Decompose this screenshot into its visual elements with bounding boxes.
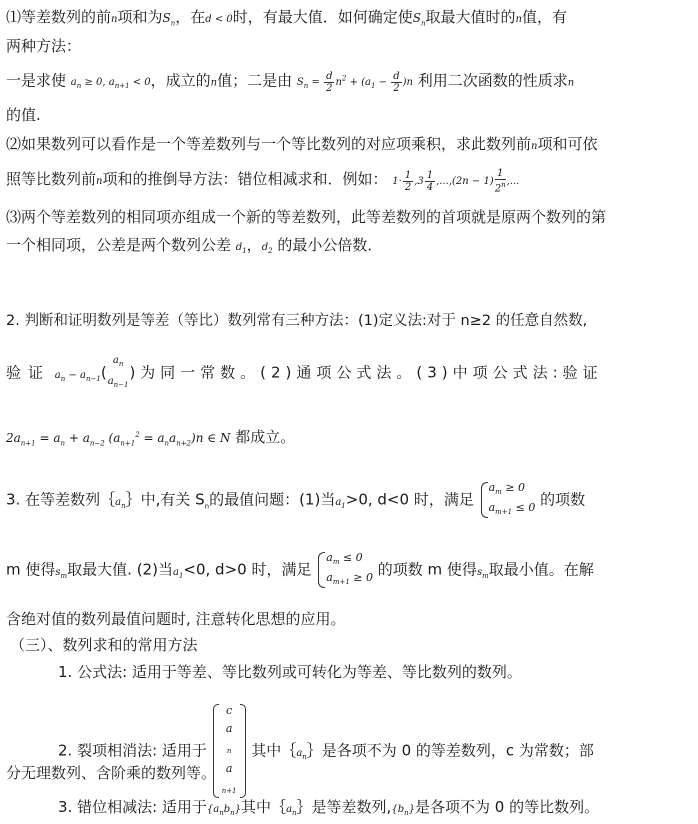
text: 其中｛ xyxy=(251,741,297,760)
text: m 使得 xyxy=(6,560,56,579)
p2-line2 xyxy=(6,352,603,394)
math-bn: $\{b_n\}$ xyxy=(391,804,415,817)
p2-line1 xyxy=(6,310,587,332)
text: 含绝对值的数列最值问题时, 注意转化思想的应用。 xyxy=(6,610,346,628)
method-1 xyxy=(58,661,522,683)
text: ⑵如果数列可以看作是一个等差数列与一个等比数列的对应项乘积，求此数列前 xyxy=(6,135,532,153)
text: 其中｛ xyxy=(241,798,287,816)
math-anbn: $\{a_nb_n\}$ xyxy=(206,804,242,817)
text: 时，有最大值．如何确定使 xyxy=(232,8,413,26)
text: ， xyxy=(246,236,262,254)
math-sn: $S_n$ xyxy=(162,11,176,28)
math-sm: $s_m$ xyxy=(476,566,489,580)
text: ⑶两个等差数列的相同项亦组成一个新的等差数列，此等差数列的首项就是原两个数列的第 xyxy=(6,208,607,226)
math-cond: d < 0 xyxy=(205,14,233,25)
math-example-series: 1· $\frac{1}{2}$ ,3 $\frac{1}{4}$ ,...,(2n − 1) $\frac{1}{2^n}$ ,... xyxy=(392,168,520,195)
text: 1. 公式法: 适用于等差、等比数列或可转化为等差、等比数列的数列。 xyxy=(58,663,522,681)
math-a1: $a_1$ xyxy=(172,566,184,580)
math-d2: $d_2$ xyxy=(261,242,273,255)
math-d1: $d_1$ xyxy=(235,242,247,255)
text: 3. 在等差数列｛ xyxy=(6,490,116,509)
text: 项和可依 xyxy=(537,135,598,153)
math-a1: $a_1$ xyxy=(335,496,346,510)
method-2 xyxy=(58,702,594,800)
section-title xyxy=(10,634,198,656)
text: 3. 错位相减法: 适用于 xyxy=(58,798,207,816)
text: 项和为 xyxy=(117,8,163,26)
math-an: $a_n$ xyxy=(286,804,297,817)
text: （三）、数列求和的常用方法 xyxy=(10,636,198,654)
text: 都成立。 xyxy=(235,428,296,446)
text: 一是求使 xyxy=(6,71,67,90)
p3-line3 xyxy=(6,608,346,630)
text: 验证 xyxy=(6,363,51,382)
text: 两种方法： xyxy=(6,37,82,55)
condition-system-min: $a_m \le 0$ $a_{m+1} \ge 0$ xyxy=(316,550,373,590)
p1-line5 xyxy=(6,133,597,158)
text: 是各项不为 0 的等比数列。 xyxy=(414,798,600,816)
text: 项和的推倒导方法：错位相减求和．例如： xyxy=(102,170,388,188)
text: 分无理数列、含阶乘的数列等。 xyxy=(6,764,217,782)
text: 取最大值. (2)当 xyxy=(67,560,173,579)
text: ｝是等差数列, xyxy=(296,798,392,816)
math-mean: $2a_{n+1} = a_n + a_{n-2}$ $(a_{n+1}^2 = a_na_{n+2})n$ ∈ N xyxy=(6,431,231,448)
text: ( xyxy=(100,363,107,382)
text-sub: n xyxy=(204,502,210,511)
math-an: $a_n$ xyxy=(115,496,126,510)
p1-line1 xyxy=(6,6,567,34)
text: 值，有 xyxy=(521,8,567,26)
math-n: n xyxy=(210,77,218,89)
text: 取最小值。在解 xyxy=(488,560,594,579)
text: >0, d<0 时，满足 xyxy=(345,490,474,509)
text: <0, d>0 时，满足 xyxy=(183,560,312,579)
math-sm: $s_m$ xyxy=(55,566,68,580)
p1-line3 xyxy=(6,68,574,97)
method-2-cont xyxy=(6,762,216,784)
text: ) xyxy=(129,363,136,382)
math-n: n xyxy=(111,14,118,25)
condition-system-max: $a_m \ge 0$ $a_{m+1} \le 0$ xyxy=(479,480,536,520)
method-3 xyxy=(58,796,599,824)
text: 值；二是由 xyxy=(217,71,293,90)
text: 照等比数列前 xyxy=(6,170,97,188)
text: 取最大值时的 xyxy=(425,8,516,26)
text: 的最值问题：(1)当 xyxy=(209,490,336,509)
text: ｝中,有关 S xyxy=(125,490,205,509)
p1-line7 xyxy=(6,206,606,228)
math-ratio: $a_n$ $a_{n-1}$ xyxy=(107,355,129,389)
text: 的项数 xyxy=(540,490,586,509)
math-sn: $S_n$ xyxy=(412,11,426,28)
math-cond: $a_n \ge 0$, $a_{n+1} < 0$ xyxy=(70,77,151,91)
p1-line2 xyxy=(6,35,81,57)
text: 的值. xyxy=(6,106,41,124)
text: 2. 裂项相消法: 适用于 xyxy=(58,741,207,760)
text: 为同一常数。(2)通项公式法。(3)中项公式法:验证 xyxy=(140,363,603,382)
text: 2. 判断和证明数列是等差（等比）数列常有三种方法：(1)定义法:对于 n≥2 的任意自然数, xyxy=(6,313,588,329)
p1-line4 xyxy=(6,104,41,126)
text: 的项数 m 使得 xyxy=(377,560,477,579)
text: 一个相同项，公差是两个数列公差 xyxy=(6,236,232,254)
math-n: n xyxy=(515,14,522,25)
text: ⑴等差数列的前 xyxy=(6,8,112,26)
text: ，成立的 xyxy=(150,71,211,90)
text: 的最小公倍数． xyxy=(277,236,383,254)
p2-line3 xyxy=(6,424,295,454)
math-sum-formula: $S_n$ = $\frac{d}{2}$ $n^2 + (a_1$ − $\frac{d}{2}$ )n xyxy=(296,71,413,95)
p3-line1 xyxy=(6,480,585,526)
math-n: n xyxy=(567,77,575,89)
p1-line8 xyxy=(6,234,382,262)
p3-line2 xyxy=(6,550,594,595)
text: ｝是各项不为 0 的等差数列，c 为常数；部 xyxy=(306,741,594,760)
split-term-fraction: c a $_n$ a $_{n+1}$ xyxy=(212,702,247,800)
math-n: n xyxy=(531,141,538,152)
math-n: n xyxy=(96,176,103,187)
p1-line6 xyxy=(6,168,519,195)
math-diff: $a_n - a_{n-1}$ xyxy=(54,369,101,383)
text: ，在 xyxy=(175,8,206,26)
text: 利用二次函数的性质求 xyxy=(417,71,568,90)
math-an: $a_n$ xyxy=(296,747,307,761)
